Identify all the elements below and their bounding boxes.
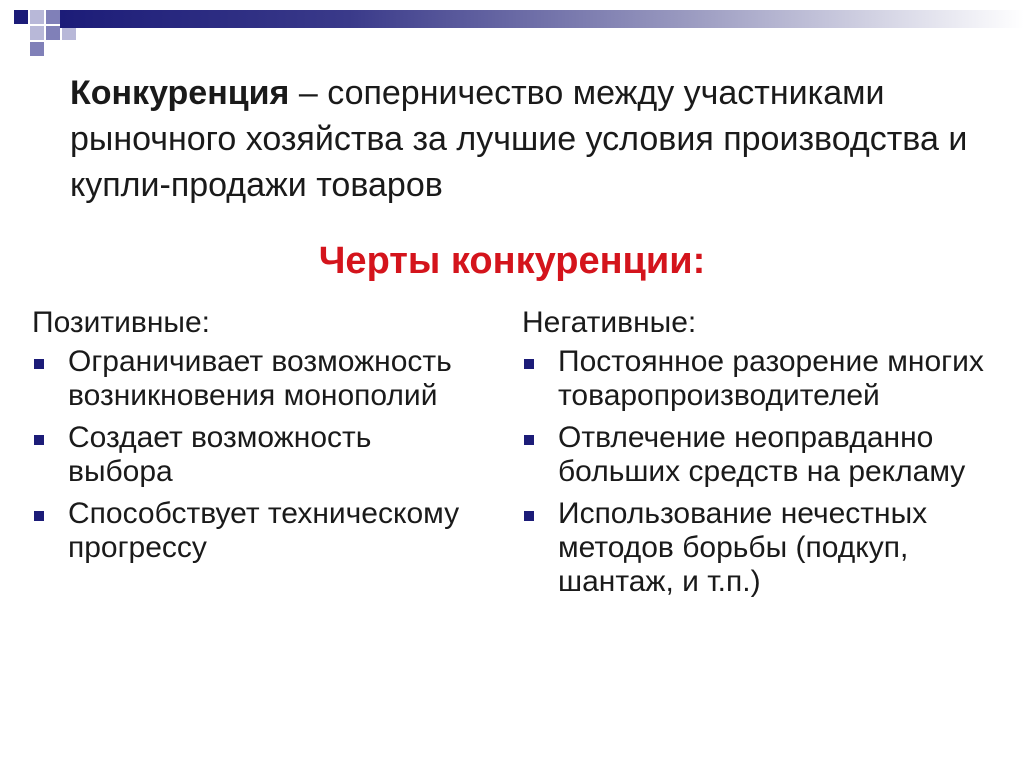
list-item	[522, 421, 1002, 489]
definition-paragraph	[70, 70, 990, 208]
list-item-text: Способствует техническому прогрессу	[68, 497, 460, 564]
list-item-text: Постоянное разорение многих товаропроизводителей	[558, 345, 984, 412]
list-item	[32, 497, 472, 565]
list-item-text: Отвлечение неоправданно больших средств на рекламу	[558, 421, 966, 488]
bullet-square-icon	[34, 435, 44, 445]
decor-square	[30, 10, 44, 24]
list-item-text: Ограничивает возможность возникновения монополий	[68, 345, 452, 412]
negative-heading: Негативные:	[522, 306, 697, 339]
positive-heading: Позитивные:	[32, 306, 211, 339]
list-item	[32, 421, 472, 489]
list-item	[522, 345, 1002, 413]
bullet-square-icon	[34, 359, 44, 369]
list-item-text: Создает возможность выбора	[68, 421, 372, 488]
bullet-square-icon	[34, 511, 44, 521]
list-item-text: Использование нечестных методов борьбы (подкуп, шантаж, и т.п.)	[558, 497, 928, 598]
decor-square	[62, 26, 76, 40]
decor-square	[46, 26, 60, 40]
negative-column	[522, 305, 1002, 607]
header-decoration	[0, 0, 1024, 60]
bullet-square-icon	[524, 511, 534, 521]
list-item	[522, 497, 1002, 599]
definition-term: Конкуренция	[70, 74, 290, 112]
definition-text: – соперничество между участниками рыночного хозяйства за лучшие условия производства и купли-продажи товаров	[70, 74, 968, 204]
positive-column	[32, 305, 472, 573]
bullet-square-icon	[524, 359, 534, 369]
decor-square	[30, 26, 44, 40]
section-subtitle: Черты конкуренции:	[318, 240, 706, 282]
decor-square	[30, 42, 44, 56]
bullet-square-icon	[524, 435, 534, 445]
list-item	[32, 345, 472, 413]
decor-square	[14, 10, 28, 24]
header-gradient-bar	[60, 10, 1024, 28]
decor-square	[46, 10, 60, 24]
